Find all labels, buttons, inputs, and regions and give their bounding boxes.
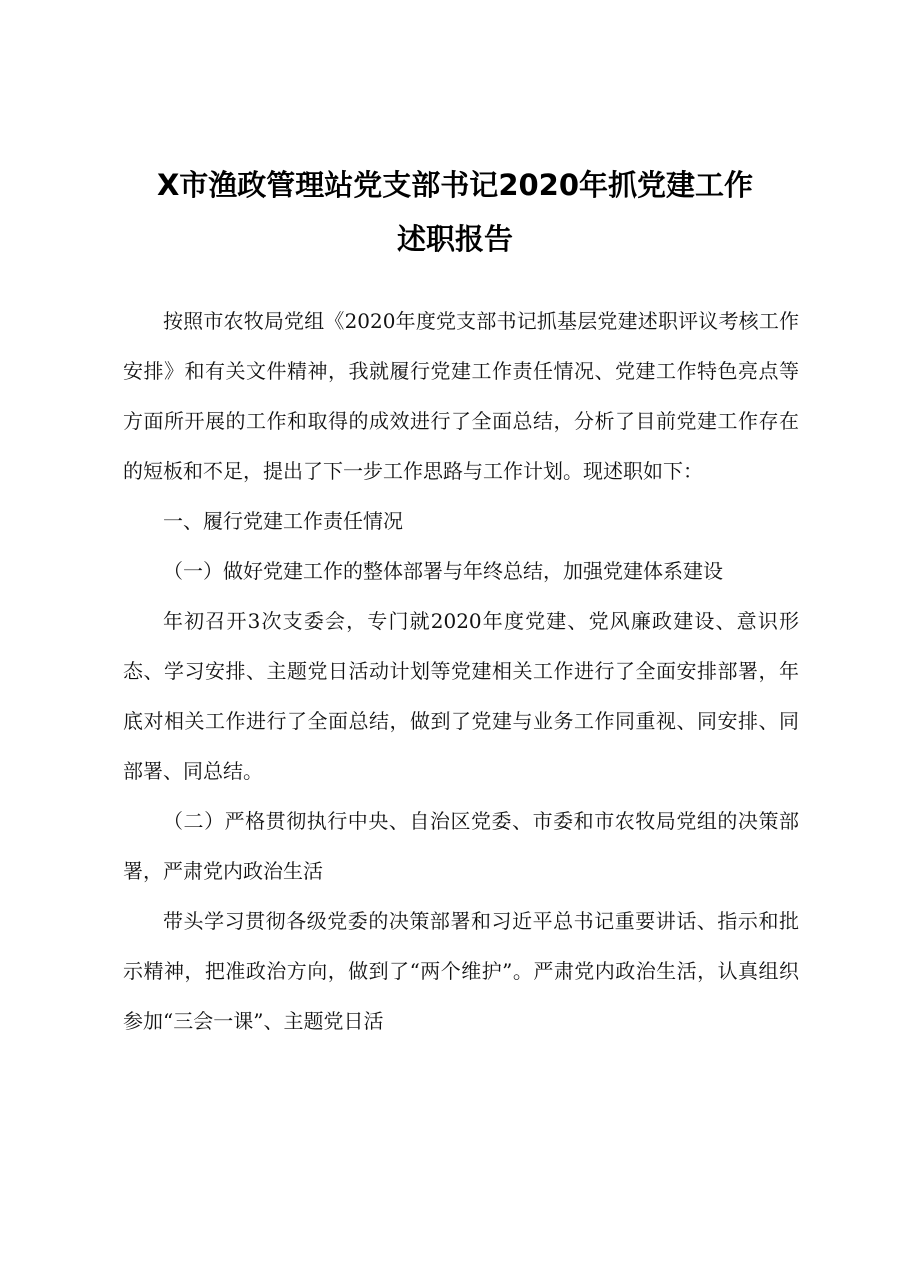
subsection-heading-2: （二）严格贯彻执行中央、自治区党委、市委和市农牧局党组的决策部署，严肃党内政治生活	[123, 809, 799, 883]
body-paragraph-2: 带头学习贯彻各级党委的决策部署和习近平总书记重要讲话、指示和批示精神，把准政治方向，做到了“两个维护”。严肃党内政治生活，认真组织参加“三会一课”、主题党日活	[123, 909, 799, 1033]
title-line-2: 述职报告	[396, 222, 513, 256]
subsection-heading-1: （一）做好党建工作的整体部署与年终总结，加强党建体系建设	[163, 559, 723, 583]
section-heading-1: 一、履行党建工作责任情况	[163, 509, 403, 533]
title-line-1: X市渔政管理站党支部书记2020年抓党建工作	[156, 168, 754, 202]
document-title	[80, 158, 830, 266]
body-paragraph-1: 年初召开3次支委会，专门就2020年度党建、党风廉政建设、意识形态、学习安排、主题党日活动计划等党建相关工作进行了全面安排部署，年底对相关工作进行了全面总结，做到了党建与业务工作同重视、同安排、同部署、同总结。	[123, 609, 799, 783]
document-body	[123, 296, 799, 1046]
intro-paragraph: 按照市农牧局党组《2020年度党支部书记抓基层党建述职评议考核工作安排》和有关文件精神，我就履行党建工作责任情况、党建工作特色亮点等方面所开展的工作和取得的成效进行了全面总结，分析了目前党建工作存在的短板和不足，提出了下一步工作思路与工作计划。现述职如下：	[123, 309, 799, 483]
